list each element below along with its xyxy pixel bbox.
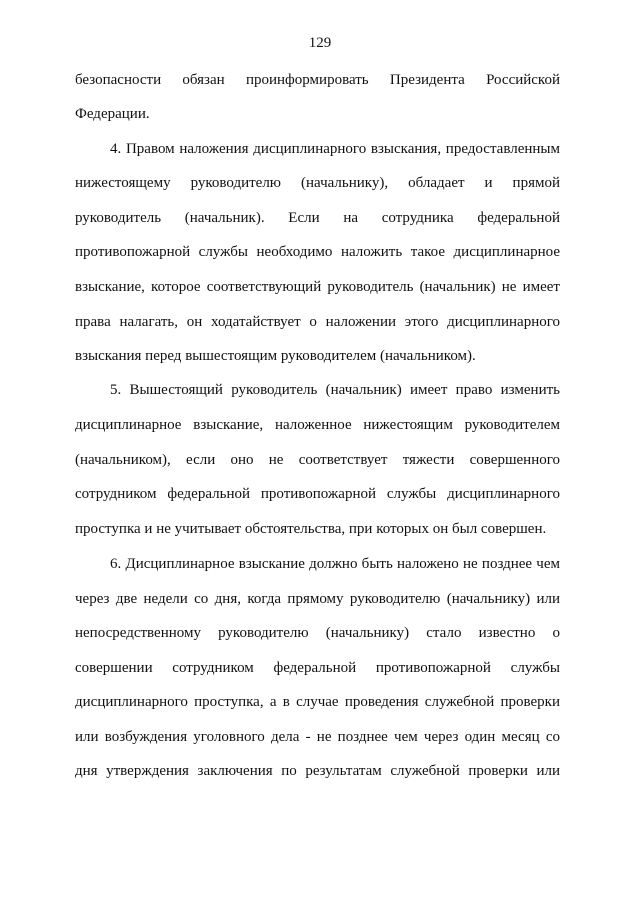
text-line: или возбуждения уголовного дела - не позднее чем через один месяц со [75, 729, 560, 745]
page-number: 129 [308, 35, 332, 51]
text-line: дня утверждения заключения по результатам служебной проверки или [75, 763, 560, 779]
text-line: права налагать, он ходатайствует о наложении этого дисциплинарного [75, 314, 560, 330]
text-line: дисциплинарного проступка, а в случае проведения служебной проверки [75, 694, 560, 710]
paragraph-start-line: 5. Вышестоящий руководитель (начальник) имеет право изменить [110, 382, 560, 398]
text-line: сотрудником федеральной противопожарной службы дисциплинарного [75, 486, 560, 502]
text-line: нижестоящему руководителю (начальнику), обладает и прямой [75, 175, 560, 191]
text-line: взыскания перед вышестоящим руководителем (начальником). [75, 348, 476, 364]
text-line: непосредственному руководителю (начальнику) стало известно о [75, 625, 560, 641]
text-line: Федерации. [75, 106, 150, 122]
paragraph-start-line: 6. Дисциплинарное взыскание должно быть наложено не позднее чем [110, 556, 560, 572]
text-line: проступка и не учитывает обстоятельства, при которых он был совершен. [75, 521, 547, 537]
text-line: дисциплинарное взыскание, наложенное нижестоящим руководителем [75, 417, 560, 433]
paragraph-start-line: 4. Правом наложения дисциплинарного взыскания, предоставленным [110, 141, 560, 157]
text-line: безопасности обязан проинформировать Президента Российской [75, 72, 560, 88]
text-line: совершении сотрудником федеральной противопожарной службы [75, 660, 560, 676]
text-line: руководитель (начальник). Если на сотрудника федеральной [75, 210, 560, 226]
text-line: (начальником), если оно не соответствует тяжести совершенного [75, 452, 560, 468]
text-line: противопожарной службы необходимо наложить такое дисциплинарное [75, 244, 560, 260]
text-line: через две недели со дня, когда прямому руководителю (начальнику) или [75, 591, 560, 607]
text-line: взыскание, которое соответствующий руководитель (начальник) не имеет [75, 279, 560, 295]
